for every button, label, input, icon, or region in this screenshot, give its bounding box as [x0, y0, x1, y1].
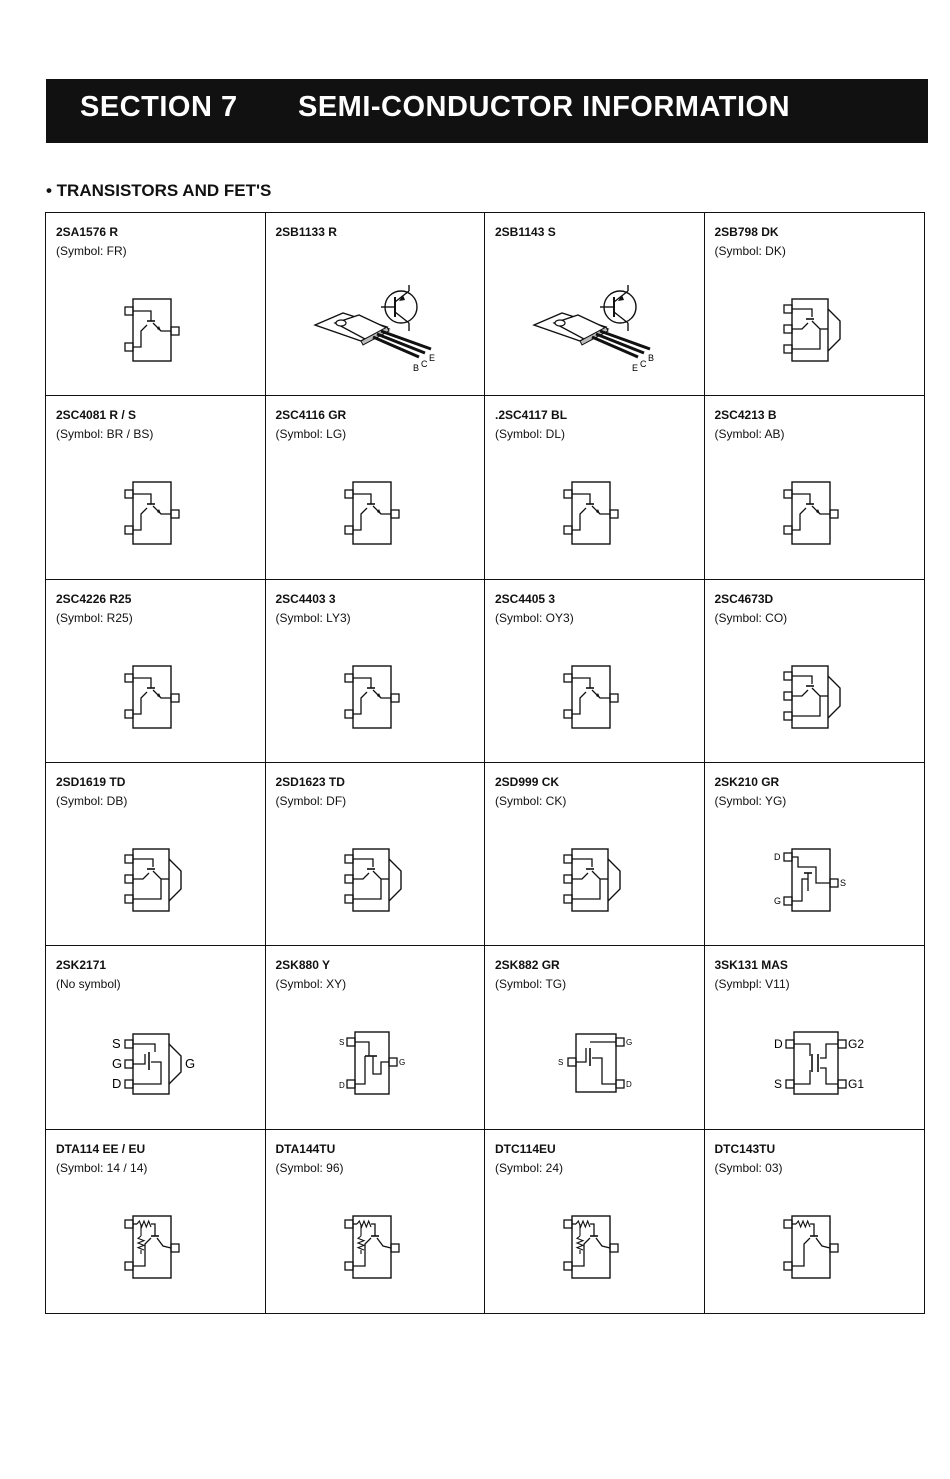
sot23-transistor-icon — [315, 652, 435, 742]
part-number: 2SC4403 3 — [275, 591, 336, 606]
component-cell — [266, 213, 486, 396]
component-cell — [46, 213, 266, 396]
component-cell — [46, 396, 266, 579]
part-number: 2SC4226 R25 — [56, 591, 132, 606]
svg-text:G: G — [626, 1038, 633, 1048]
svg-text:D: D — [112, 1076, 122, 1092]
part-number: 3SK131 MAS — [714, 958, 788, 973]
marking-symbol: (Symbol: YG) — [714, 793, 787, 808]
part-number: 2SD1623 TD — [275, 774, 345, 789]
mosfet-sgd-icon — [95, 1018, 215, 1108]
marking-symbol: (No symbol) — [56, 977, 121, 992]
component-cell — [46, 1130, 266, 1313]
component-cell — [705, 946, 925, 1129]
component-cell — [705, 396, 925, 579]
sot23-transistor-icon — [534, 468, 654, 558]
part-number: 2SK2171 — [56, 958, 107, 973]
section-number: SECTION 7 — [80, 91, 238, 123]
marking-symbol: (Symbol: FR) — [56, 244, 127, 258]
marking-symbol: (Symbol: XY) — [275, 977, 347, 992]
digital-transistor-1r-icon — [754, 1202, 874, 1292]
sot89-transistor-icon — [534, 835, 654, 925]
svg-text:G2: G2 — [848, 1037, 865, 1052]
pin-label: E — [428, 353, 435, 363]
sot89-transistor-icon — [754, 285, 874, 375]
digital-transistor-2r-icon — [315, 1202, 435, 1292]
part-number: DTC143TU — [714, 1141, 776, 1156]
pin-label: C — [420, 359, 428, 369]
component-cell — [485, 1130, 705, 1313]
part-number: DTA144TU — [275, 1141, 336, 1156]
marking-symbol: (Symbol: CO) — [714, 610, 788, 625]
marking-symbol: (Symbol: AB) — [714, 427, 785, 442]
to220-pnp-icon — [534, 285, 654, 375]
svg-text:D: D — [774, 1037, 783, 1052]
part-number: 2SD999 CK — [495, 774, 560, 789]
marking-symbol: (Symbol: 24) — [495, 1160, 564, 1175]
component-cell — [485, 580, 705, 763]
component-cell — [485, 213, 705, 396]
subheading: • TRANSISTORS AND FET'S — [46, 181, 272, 200]
marking-symbol: (Symbol: CK) — [495, 793, 567, 808]
marking-symbol: (Symbol: DL) — [495, 427, 566, 442]
component-cell — [46, 763, 266, 946]
component-cell — [705, 763, 925, 946]
svg-text:D: D — [626, 1080, 633, 1090]
dualgate-mosfet-icon — [754, 1018, 874, 1108]
sot23-transistor-icon — [95, 468, 215, 558]
sot23-transistor-icon — [754, 468, 874, 558]
component-cell — [485, 946, 705, 1129]
svg-text:D: D — [338, 1081, 345, 1091]
pin-label: C — [640, 359, 647, 369]
component-cell — [705, 580, 925, 763]
jfet-sgd-icon — [534, 1018, 654, 1108]
svg-text:S: S — [112, 1036, 121, 1052]
marking-symbol: (Symbol: TG) — [495, 977, 567, 992]
component-cell — [266, 946, 486, 1129]
jfet-dgs-icon — [754, 835, 874, 925]
part-number: 2SD1619 TD — [56, 774, 126, 789]
part-number: 2SC4673D — [714, 591, 774, 606]
part-number: 2SB1133 R — [275, 225, 337, 239]
component-cell — [485, 396, 705, 579]
svg-text:S: S — [558, 1058, 564, 1068]
svg-text:S: S — [774, 1077, 783, 1092]
marking-symbol: (Symbol: R25) — [56, 610, 133, 625]
sot23-transistor-icon — [95, 652, 215, 742]
pin-label: B — [412, 363, 419, 373]
section-title: SEMI-CONDUCTOR INFORMATION — [298, 91, 791, 123]
pin-label: E — [632, 363, 639, 373]
component-cell — [266, 580, 486, 763]
marking-symbol: (Symbol: LY3) — [275, 610, 351, 625]
marking-symbol: (Symbol: DK) — [714, 244, 786, 258]
component-cell — [266, 763, 486, 946]
sot89-transistor-icon — [95, 835, 215, 925]
part-number: DTA114 EE / EU — [56, 1141, 146, 1156]
part-number: 2SC4081 R / S — [56, 408, 137, 423]
sot89-transistor-icon — [315, 835, 435, 925]
marking-symbol: (Symbol: LG) — [275, 427, 347, 442]
marking-symbol: (Symbol: 96) — [275, 1160, 344, 1175]
to220-pnp-icon — [315, 285, 435, 375]
marking-symbol: (Symbol: 03) — [714, 1160, 783, 1175]
part-number: 2SK882 GR — [495, 958, 560, 973]
part-number: 2SK210 GR — [714, 774, 780, 789]
marking-symbol: (Symbol: DB) — [56, 793, 128, 808]
marking-symbol: (Symbpl: V11) — [714, 977, 790, 992]
marking-symbol: (Symbol: DF) — [275, 793, 347, 808]
svg-text:S: S — [338, 1038, 345, 1048]
component-cell — [46, 580, 266, 763]
sot23-transistor-icon — [95, 285, 215, 375]
part-number: 2SC4213 B — [714, 408, 777, 423]
digital-transistor-2r-icon — [95, 1202, 215, 1292]
marking-symbol: (Symbol: BR / BS) — [56, 427, 154, 442]
part-number: DTC114EU — [495, 1141, 556, 1156]
svg-text:G: G — [398, 1058, 405, 1068]
part-number: .2SC4117 BL — [495, 408, 568, 423]
part-number: 2SB798 DK — [714, 225, 779, 239]
component-cell — [266, 1130, 486, 1313]
svg-text:D: D — [774, 851, 781, 862]
sot23-transistor-icon — [534, 652, 654, 742]
svg-text:G: G — [112, 1056, 123, 1072]
digital-transistor-2r-icon — [534, 1202, 654, 1292]
svg-text:G1: G1 — [848, 1077, 865, 1092]
component-grid — [45, 212, 925, 1314]
marking-symbol: (Symbol: 14 / 14) — [56, 1160, 148, 1175]
part-number: 2SC4405 3 — [495, 591, 556, 606]
section-banner — [46, 79, 928, 143]
svg-text:G: G — [774, 895, 782, 906]
part-number: 2SC4116 GR — [275, 408, 347, 423]
component-cell — [266, 396, 486, 579]
sot89-transistor-icon — [754, 652, 874, 742]
jfet-sdg-icon — [315, 1018, 435, 1108]
svg-text:G: G — [185, 1056, 196, 1072]
marking-symbol: (Symbol: OY3) — [495, 610, 574, 625]
sot23-transistor-icon — [315, 468, 435, 558]
component-cell — [705, 213, 925, 396]
part-number: 2SA1576 R — [56, 225, 119, 239]
component-cell — [705, 1130, 925, 1313]
svg-text:S: S — [840, 877, 847, 888]
component-cell — [46, 946, 266, 1129]
part-number: 2SK880 Y — [275, 958, 330, 973]
pin-label: B — [648, 353, 655, 363]
part-number: 2SB1143 S — [495, 225, 556, 239]
component-cell — [485, 763, 705, 946]
